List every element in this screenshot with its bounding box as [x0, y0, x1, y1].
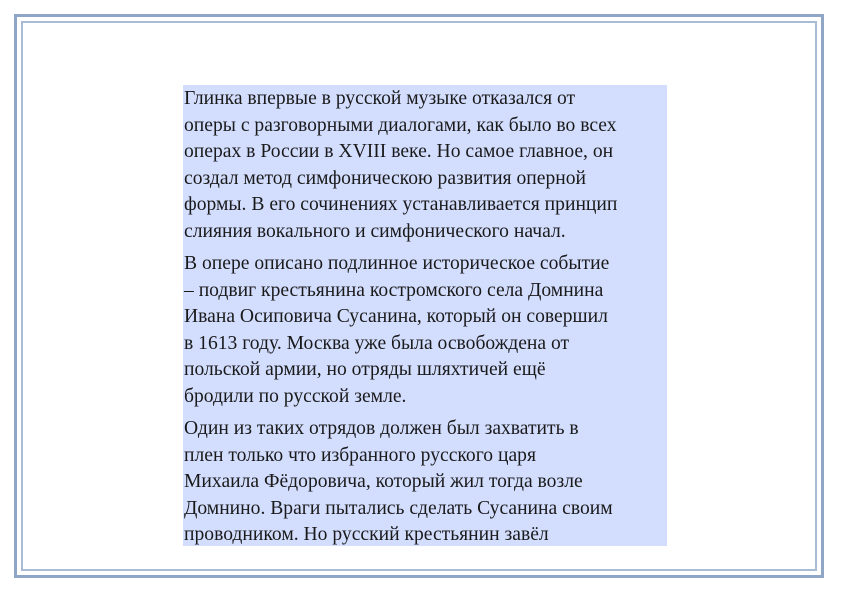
- paragraph-1: [184, 86, 667, 245]
- text-box: [183, 85, 667, 546]
- text-line: создал метод симфоническою развития оперной: [184, 167, 587, 189]
- paragraph-3: [184, 416, 667, 546]
- paragraph-2: [184, 251, 667, 410]
- text-line: в 1613 году. Москва уже была освобождена от: [184, 332, 570, 354]
- text-line: оперы с разговорными диалогами, как было во всех: [184, 114, 617, 136]
- text-line: слияния вокального и симфонического начал.: [184, 220, 566, 242]
- text-line: формы. В его сочинениях устанавливается принцип: [184, 194, 618, 215]
- text-line: проводником. Но русский крестьянин завёл: [184, 524, 549, 545]
- text-line: Глинка впервые в русской музыке отказался от: [184, 88, 576, 109]
- text-line: Один из таких отрядов должен был захватить в: [184, 418, 579, 439]
- text-line: польской армии, но отряды шляхтичей ещё: [184, 359, 546, 380]
- text-line: В опере описано подлинное историческое событие: [184, 253, 610, 274]
- text-line: Домнино. Враги пытались сделать Сусанина своим: [184, 497, 613, 519]
- text-line: – подвиг крестьянина костромского села Домнина: [184, 279, 604, 301]
- text-line: Ивана Осиповича Сусанина, который он совершил: [184, 306, 608, 327]
- text-line: операх в России в XVIII веке. Но самое главное, он: [184, 141, 614, 162]
- text-line: бродили по русской земле.: [184, 385, 407, 407]
- text-line: плен только что избранного русского царя: [184, 444, 536, 466]
- text-line: Михаила Фёдоровича, который жил тогда возле: [184, 471, 583, 492]
